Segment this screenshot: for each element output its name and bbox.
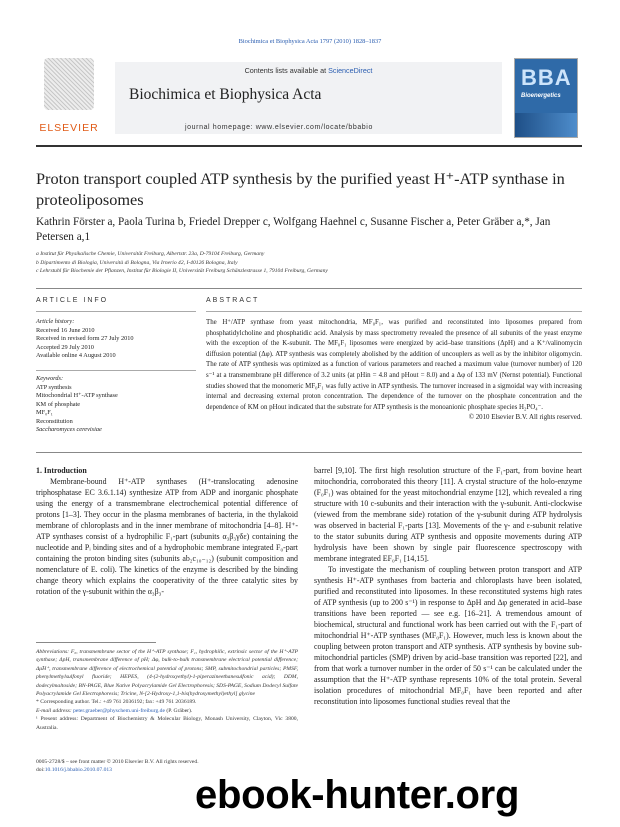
affiliation-b: b Dipartimento di Biologia, Università di Bologna, Via Irnerio 42, I-40126 Bologna, Italy xyxy=(36,259,238,266)
history-received: Received 16 June 2010 xyxy=(36,326,95,334)
journal-homepage[interactable]: journal homepage: www.elsevier.com/locate/bbabio xyxy=(185,124,373,131)
issn-line: 0005-2728/$ – see front matter © 2010 Elsevier B.V. All rights reserved. xyxy=(36,759,199,765)
affiliation-c: c Lehrstuhl für Biochemie der Pflanzen, Institut für Biologie II, Universität Freiburg Schänzlestrasse 1, 79104 Freiburg, Germany xyxy=(36,268,328,275)
body-divider xyxy=(36,452,582,453)
keyword: Reconstitution xyxy=(36,417,73,425)
keywords-label: Keywords: xyxy=(36,375,64,382)
cover-title: BBA xyxy=(521,65,572,90)
affiliation-a: a Institut für Physikalische Chemie, Universität Freiburg, Albertstr. 23a, D-79104 Freiburg, Germany xyxy=(36,251,265,257)
header-divider xyxy=(36,145,582,147)
present-address-note: ¹ Present address: Department of Biochemistry & Molecular Biology, Monash University, Clayton, Vic 3800, Australia. xyxy=(36,716,298,731)
keyword: MF₀F₁ xyxy=(36,409,53,416)
elsevier-logo xyxy=(36,56,102,136)
journal-citation-link[interactable]: Biochimica et Biophysica Acta 1797 (2010) 1828–1837 xyxy=(238,38,382,45)
journal-cover xyxy=(514,58,578,138)
footnotes xyxy=(36,648,298,732)
section-title: 1. Introduction xyxy=(36,466,87,475)
elsevier-wordmark: ELSEVIER xyxy=(39,122,99,134)
keyword: ATP synthesis xyxy=(36,383,72,391)
corresponding-author-note: * Corresponding author. Tel.: +49 761 2036192; fax: +49 761 2036189. xyxy=(36,699,197,706)
article-history xyxy=(36,318,196,361)
body-right-column xyxy=(314,465,582,707)
footnote-divider xyxy=(36,642,156,643)
article-title: Proton transport coupled ATP synthesis by the purified yeast H⁺-ATP synthase in proteoliposomes xyxy=(36,169,565,209)
email-note: E-mail address: peter.graeber@physchem.uni-freiburg.de (P. Gräber). xyxy=(36,707,193,714)
cover-band xyxy=(515,113,577,137)
author-email-link[interactable]: peter.graeber@physchem.uni-freiburg.de xyxy=(73,707,165,714)
history-label: Article history: xyxy=(36,318,75,325)
tree-icon xyxy=(44,58,94,110)
watermark: ebook-hunter.org xyxy=(195,773,520,817)
keywords xyxy=(36,375,196,435)
abstract-heading: ABSTRACT xyxy=(206,297,260,304)
paragraph: To investigate the mechanism of coupling between proton transport and ATP synthesis H⁺-ATP synthases from bacteria and chloroplasts have been isolated, purified and reconstituted into liposomes. In these reconstituted systems high rates of ATP synthesis (up to 200 s⁻¹) in response to ΔpH and Δφ generated in acid–base transitions have been reported — see e.g. [16–21]. A tremendous amount of biochemical, structural and functional work has been carried out with the F₁-part of mitochondrial H⁺-ATP synthases (MF₀F₁). However, much less is known about the coupling between proton transport and ATP synthesis. ATP synthesis by bovine sub-mitochondrial particles (SMP) driven by acid–base transition was reported [22], and from that work a turnover number in the order of 50 s⁻¹ can be calculated under the assumption that the H⁺-ATP synthase represents 10% of the total protein. Several isolation procedures of mitochondrial MF₀F₁ have been reported and after reconstitution into liposomes functional studies reveal that the xyxy=(314,565,582,706)
keyword: Mitochondrial H⁺-ATP synthase xyxy=(36,392,118,399)
doi-link[interactable]: 10.1016/j.bbabio.2010.07.013 xyxy=(44,767,112,774)
affiliation-divider xyxy=(36,288,582,289)
author-list: Kathrin Förster a, Paola Turina b, Friedel Drepper c, Wolfgang Haehnel c, Susanne Fischer a, Peter Gräber a,*, Jan Petersen a,1 xyxy=(36,216,551,243)
contents-line: Contents lists available at ScienceDirect xyxy=(244,66,373,75)
body-left-column xyxy=(36,465,298,597)
sciencedirect-link[interactable]: ScienceDirect xyxy=(328,66,373,75)
doi-line: doi:10.1016/j.bbabio.2010.07.013 xyxy=(36,767,112,774)
paragraph: barrel [9,10]. The first high resolution structure of the F₁-part, from bovine heart mitochondria, corroborated this theory [11]. A crystal structure of the holo-enzyme (F₀F₁) was obtained for the yeast mitochondrial enzyme [12], which revealed a ring structure with 10 c-subunits and their interaction with the γ-subunit. Anti-clockwise (viewed from the membrane side) rotation of the γ-subunit during ATP hydrolysis was observed in bacterial F₁-parts [13]. Movements of the γ- and ε-subunit relative to the stator subunits during ATP synthesis and opposite movements during ATP hydrolysis have been shown by single pair fluorescence spectroscopy with membrane integrated EF₀F₁ [14,15]. xyxy=(314,466,582,563)
abbreviations-note: Abbreviations: F₀, transmembrane sector of the H⁺-ATP synthase; F₁, hydrophilic, extrinsic sector of the H⁺-ATP synthase; ΔpH, transmembrane difference of pH; Δφ, bulk-to-bulk transmembrane electrical potential difference; Δμ̃H⁺, transmembrane difference of electrochemical potential of protons; SMP, submitochondrial particles; PMSF, phenylmethylsulfonyl fluoride; HEPES, (4-(2-hydroxyethyl)-1-piperazineethanesulfonic acid); DDM, dodecylmaltoside; BN-PAGE, Blue Native Polyacrylamide Gel Electrophoresis; SDS-PAGE, Sodium Dodecyl Sulfate Polyacrylamide Gel Electrophoresis; Tricine, N-[2-Hydroxy-1,1-bis(hydroxymethyl)ethyl] glycine xyxy=(36,649,298,698)
keyword: Saccharomyces cerevisiae xyxy=(36,426,102,433)
info-divider xyxy=(36,311,196,312)
abstract-divider xyxy=(206,311,582,312)
abstract-body xyxy=(206,318,582,424)
history-online: Available online 4 August 2010 xyxy=(36,352,116,359)
abstract-text: The H⁺/ATP synthase from yeast mitochondria, MF₀F₁, was purified and reconstituted into liposomes prepared from phosphatidylcholine and phosphatidic acid. Analysis by mass spectrometry revealed the presence of all subunits of the yeast enzyme with the exception of the K-subunit. The MF₀F₁ liposomes were energized by acid–base transitions (ΔpH) and a K⁺/valinomycin diffusion potential (Δφ). ATP synthesis was completely abolished by the addition of uncouplers as well as by the inhibitor oligomycin. The rate of ATP synthesis was optimized as a function of various parameters and reached a maximum value (turnover number) of 120 s⁻¹ at a transmembrane pH difference of 3.2 units (at pHin = 4.8 and pHout = 8.0) and a Δφ of 133 mV (Nernst potential). Functional studies showed that the monomeric MF₀F₁ was fully active in ATP synthesis. The turnover increased in a sigmoidal way with increasing internal and decreasing external proton concentration. The dependence of the turnover on the phosphate concentration and the dependence of KM on pHout indicated that the substrate for ATP synthesis is the monoanionic phosphate species H₂PO₄⁻. xyxy=(206,319,582,411)
article-info-heading: ARTICLE INFO xyxy=(36,297,109,304)
keyword: KM of phosphate xyxy=(36,400,81,408)
paragraph: Membrane-bound H⁺-ATP synthases (H⁺-translocating adenosine triphosphatase EC 3.6.1.14) synthesize ATP from ADP and inorganic phosphate using the energy of a transmembrane electrochemical potential difference of protons [1–3]. They occur in the plasma membranes of bacteria, in the thylakoid membrane of chloroplasts and in the inner membrane of mitochondria [4–8]. H⁺-ATP synthases consist of a hydrophilic F₁-part (subunits α₃β₃γδε) containing the nucleotide and Pᵢ binding sites and of a hydrophobic membrane integrated F₀-part containing the proton binding sites (subunits ab₂c₁₀₋₁₂) (subunit composition and nomenclature of E. coli). The kinetics of the enzyme is described by the binding change theory which explains the cooperativity of the three catalytic sites by rotation of the γ-subunit within the α₃β₃- xyxy=(36,477,298,596)
history-revised: Received in revised form 27 July 2010 xyxy=(36,335,134,342)
history-accepted: Accepted 29 July 2010 xyxy=(36,343,94,351)
affiliations xyxy=(36,250,582,276)
cover-subtitle: Bioenergetics xyxy=(521,93,561,99)
journal-name: Biochimica et Biophysica Acta xyxy=(129,86,322,103)
keywords-divider xyxy=(36,370,196,371)
journal-header xyxy=(115,62,502,134)
abstract-copyright: © 2010 Elsevier B.V. All rights reserved. xyxy=(468,414,582,422)
